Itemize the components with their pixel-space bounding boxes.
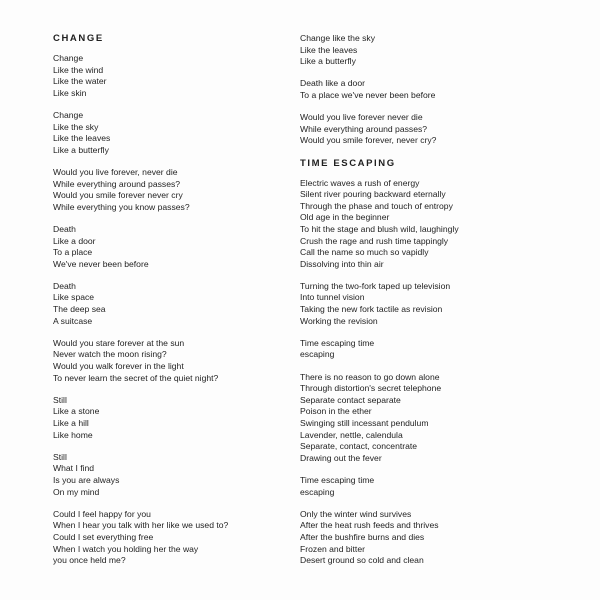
lyric-line: Death (53, 223, 76, 234)
lyric-line: Is you are always (53, 474, 120, 485)
stanza (300, 372, 540, 465)
stanza (300, 78, 540, 101)
lyric-line: The deep sea (53, 304, 106, 315)
lyric-line: Silent river pouring backward eternally (300, 189, 446, 200)
lyric-line: To a place we've never been before (300, 89, 436, 100)
lyric-line: On my mind (53, 486, 100, 497)
lyric-line: Like the leaves (53, 133, 111, 144)
song-title-time-escaping: TIME ESCAPING (300, 157, 396, 169)
lyric-line: Death (53, 280, 76, 291)
stanza (53, 167, 293, 213)
lyric-line: Time escaping time (300, 337, 375, 348)
stanza (53, 338, 293, 384)
lyric-line: When I watch you holding her the way (53, 543, 199, 554)
lyric-line: Death like a door (300, 78, 365, 89)
lyric-line: After the heat rush feeds and thrives (300, 520, 439, 531)
left-lyrics (53, 53, 293, 567)
lyric-line: We've never been before (53, 258, 149, 269)
lyric-line: Could I set everything free (53, 531, 154, 542)
lyric-line: Change like the sky (300, 33, 375, 43)
lyric-line: A suitcase (53, 315, 93, 326)
lyric-line: Through distortion's secret telephone (300, 383, 442, 394)
lyric-line: When I hear you talk with her like we used to? (53, 520, 229, 531)
lyric-line: What I find (53, 463, 95, 474)
lyric-line: While everything you know passes? (53, 201, 190, 212)
stanza (300, 281, 540, 327)
lyric-line: Electric waves a rush of energy (300, 177, 420, 188)
lyric-line: Frozen and bitter (300, 543, 365, 554)
stanza (53, 281, 293, 327)
lyric-line: Change (53, 53, 84, 63)
stanza (300, 509, 540, 567)
stanza (300, 475, 540, 498)
stanza (53, 452, 293, 498)
lyric-line: Never watch the moon rising? (53, 349, 167, 360)
lyric-line: Lavender, nettle, calendula (300, 429, 403, 440)
lyric-line: Taking the new fork tactile as revision (300, 304, 443, 315)
right-lyrics (300, 178, 540, 567)
lyric-line: After the bushfire burns and dies (300, 531, 425, 542)
stanza (300, 178, 540, 271)
lyric-line: Like a hill (53, 418, 89, 428)
lyric-line: Dissolving into thin air (300, 258, 384, 269)
lyric-line: Only the winter wind survives (300, 508, 412, 519)
stanza (53, 53, 293, 99)
lyric-line: escaping (300, 349, 335, 360)
lyric-line: Poison in the ether (300, 406, 372, 417)
lyric-line: Like the water (53, 76, 107, 87)
lyric-line: Would you walk forever in the light (53, 361, 184, 372)
right-column (300, 33, 540, 577)
stanza (53, 224, 293, 270)
lyric-line: Would you live forever never die (300, 112, 423, 123)
lyric-line: Still (53, 451, 67, 462)
right-lyrics-continued (300, 33, 540, 147)
lyric-line: To a place (53, 247, 93, 258)
lyric-line: Crush the rage and rush time tappingly (300, 235, 449, 246)
lyric-line: Call the name so much so vapidly (300, 247, 429, 258)
lyric-line: Working the revision (300, 315, 378, 326)
lyric-line: escaping (300, 486, 335, 497)
stanza (300, 338, 540, 361)
lyric-line: Separate, contact, concentrate (300, 441, 418, 452)
lyric-line: To hit the stage and blush wild, laughingly (300, 223, 459, 234)
lyric-line: Like the leaves (300, 44, 358, 55)
lyric-line: There is no reason to go down alone (300, 371, 440, 382)
left-column (53, 33, 293, 577)
lyric-line: Still (53, 394, 67, 405)
lyric-line: Like a butterfly (53, 144, 109, 155)
lyric-line: Like home (53, 429, 93, 440)
lyric-line: Drawing out the fever (300, 452, 382, 463)
lyric-line: Like a butterfly (300, 56, 356, 67)
lyric-line: Time escaping time (300, 474, 375, 485)
lyric-line: Could I feel happy for you (53, 508, 151, 519)
lyric-line: Would you smile forever, never cry? (300, 135, 437, 146)
lyric-line: Through the phase and touch of entropy (300, 200, 453, 211)
lyric-line: Would you live forever, never die (53, 166, 178, 177)
lyric-line: While everything around passes? (300, 123, 428, 134)
lyric-line: To never learn the secret of the quiet night? (53, 372, 219, 383)
lyric-line: Like space (53, 292, 95, 303)
stanza (300, 33, 540, 68)
lyric-line: Turning the two-fork taped up television (300, 280, 451, 291)
lyric-line: Would you smile forever never cry (53, 190, 183, 201)
lyric-line: Like a door (53, 235, 96, 246)
lyric-line: Would you stare forever at the sun (53, 337, 185, 348)
stanza (53, 509, 293, 567)
lyric-line: Like the wind (53, 64, 104, 75)
stanza (53, 110, 293, 156)
lyric-line: you once held me? (53, 555, 126, 566)
lyric-line: Like the sky (53, 121, 99, 132)
lyric-line: Swinging still incessant pendulum (300, 418, 429, 428)
stanza (300, 112, 540, 147)
lyric-line: Change (53, 109, 84, 120)
lyric-line: Old age in the beginner (300, 212, 390, 223)
lyric-line: Like a stone (53, 406, 100, 417)
lyric-line: Like skin (53, 87, 87, 98)
lyric-line: Desert ground so cold and clean (300, 555, 424, 566)
lyric-line: Separate contact separate (300, 394, 401, 405)
lyric-line: Into tunnel vision (300, 292, 365, 303)
stanza (53, 395, 293, 441)
song-title-change: CHANGE (53, 33, 104, 44)
lyric-line: While everything around passes? (53, 178, 181, 189)
